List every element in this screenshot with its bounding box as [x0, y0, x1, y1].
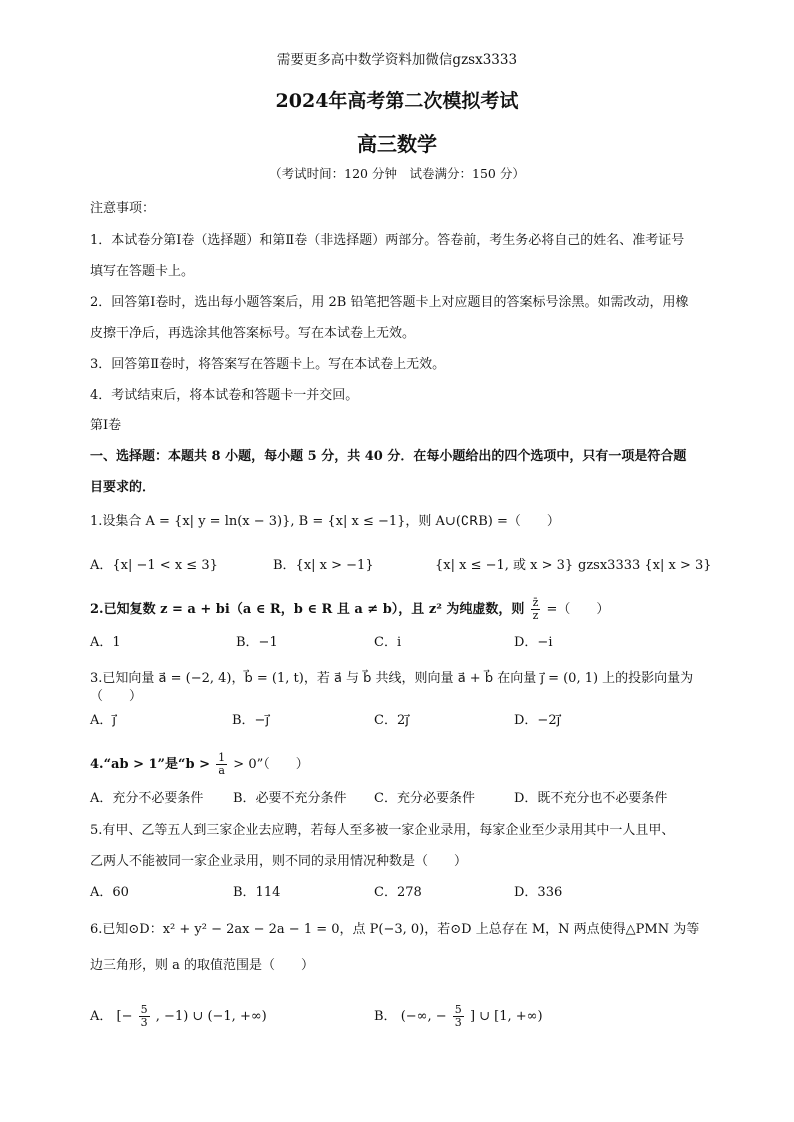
fraction-numerator: 1: [218, 751, 226, 764]
option-c: C．278: [374, 885, 422, 900]
note-line: 2．回答第Ⅰ卷时，选出每小题答案后，用 2B 铅笔把答题卡上对应题目的答案标号涂黑。如需改动，用橡: [90, 295, 689, 310]
watermark-text: 需要更多高中数学资料加微信gzsx3333: [276, 52, 518, 68]
option-a-post: , −1) ∪ (−1, +∞): [155, 1009, 267, 1024]
option-b: [374, 1004, 543, 1029]
fraction-denominator: z: [532, 609, 539, 622]
question-3-stem: 3.已知向量 a⃗ = (−2, 4)，b⃗ = (1, t)，若 a⃗ 与 b⃗ 共线，则向量 a⃗ + b⃗ 在向量 j⃗ = (0, 1) 上的投影向量为（ ）: [90, 671, 694, 704]
fraction-numerator: z̄: [532, 596, 539, 609]
exam-title: 2024年高考第二次模拟考试: [275, 90, 519, 112]
question-2-stem-row: [90, 597, 730, 622]
option-d: D．−i: [514, 635, 553, 650]
option-a: A．1: [90, 635, 121, 650]
option-c: C．i: [374, 635, 402, 650]
note-line: 填写在答题卡上。: [90, 264, 195, 279]
exam-subtitle: 高三数学: [357, 132, 437, 156]
question-4-stem-end: > 0”（ ）: [233, 757, 309, 772]
option-a: A．{x| −1 < x ≤ 3}: [90, 558, 218, 573]
fraction-numerator: 5: [140, 1003, 148, 1016]
option-a: A．充分不必要条件: [90, 791, 204, 806]
note-line: 皮擦干净后，再选涂其他答案标号。写在本试卷上无效。: [90, 326, 416, 341]
question-4-fraction: [216, 752, 227, 777]
option-b-post: ] ∪ [1, +∞): [469, 1009, 543, 1024]
question-2-stem: 2.已知复数 z = a + bi（a ∈ R，b ∈ R 且 a ≠ b），且 z² 为纯虚数，则: [90, 602, 525, 617]
question-4-stem-row: [90, 752, 730, 777]
option-label: A．: [90, 1009, 113, 1024]
question-2-stem-end: =（ ）: [546, 602, 610, 617]
notes-heading: 注意事项：: [90, 201, 156, 216]
option-b: B．必要不充分条件: [233, 791, 347, 806]
question-5-stem-cont: 乙两人不能被同一家企业录用，则不同的录用情况种数是（ ）: [90, 854, 468, 869]
part-label: 第Ⅰ卷: [90, 418, 122, 433]
question-4-stem: 4.“ab > 1”是“b >: [90, 757, 211, 772]
option-a-pre: [−: [116, 1009, 133, 1024]
section-heading: 一、选择题：本题共 8 小题，每小题 5 分，共 40 分．在每小题给出的四个选项中，只有一项是符合题: [90, 449, 687, 464]
question-6-stem-cont: 边三角形，则 a 的取值范围是（ ）: [90, 958, 315, 973]
option-a-fraction: [139, 1004, 150, 1029]
option-c: C．2j⃗: [374, 713, 409, 728]
question-1-stem: 1.设集合 A = {x| y = ln(x − 3)}, B = {x| x ≤ −1}，则 A∪(∁ꓣB) =（ ）: [90, 514, 560, 529]
option-d: D．−2j⃗: [514, 713, 561, 728]
option-d: gzsx3333 {x| x > 3}: [578, 558, 712, 573]
note-line: 3．回答第Ⅱ卷时，将答案写在答题卡上。写在本试卷上无效。: [90, 357, 446, 372]
option-b: B．{x| x > −1}: [273, 558, 374, 573]
exam-time: （考试时间：120 分钟 试卷满分：150 分）: [269, 166, 525, 181]
section-heading-cont: 目要求的．: [90, 480, 156, 495]
option-d: D．既不充分也不必要条件: [514, 791, 668, 806]
question-6-stem: 6.已知⊙D：x² + y² − 2ax − 2a − 1 = 0，点 P(−3, 0)，若⊙D 上总存在 M，N 两点使得△PMN 为等: [90, 922, 700, 937]
option-b: B．−1: [236, 635, 278, 650]
option-b: B．−j⃗: [232, 713, 270, 728]
option-a: [90, 1004, 267, 1029]
option-b: B．114: [233, 885, 281, 900]
note-line: 1．本试卷分第Ⅰ卷（选择题）和第Ⅱ卷（非选择题）两部分。答卷前，考生务必将自己的姓名、准考证号: [90, 233, 685, 248]
option-c: C．充分必要条件: [374, 791, 475, 806]
question-6-options: [90, 1000, 730, 1032]
option-label: B．: [374, 1009, 397, 1024]
fraction-denominator: 3: [454, 1016, 462, 1029]
option-a: A．60: [90, 885, 129, 900]
question-5-stem: 5.有甲、乙等五人到三家企业去应聘，若每人至多被一家企业录用，每家企业至少录用其中一人且甲、: [90, 823, 675, 838]
fraction-numerator: 5: [454, 1003, 462, 1016]
fraction-denominator: 3: [140, 1016, 148, 1029]
option-d: D．336: [514, 885, 563, 900]
option-a: A．j⃗: [90, 713, 117, 728]
option-b-fraction: [453, 1004, 464, 1029]
option-b-pre: (−∞, −: [400, 1009, 447, 1024]
fraction-denominator: a: [218, 764, 225, 777]
note-line: 4．考试结束后，将本试卷和答题卡一并交回。: [90, 388, 359, 403]
question-2-fraction: [531, 597, 541, 622]
option-c: {x| x ≤ −1, 或 x > 3}: [435, 558, 574, 573]
